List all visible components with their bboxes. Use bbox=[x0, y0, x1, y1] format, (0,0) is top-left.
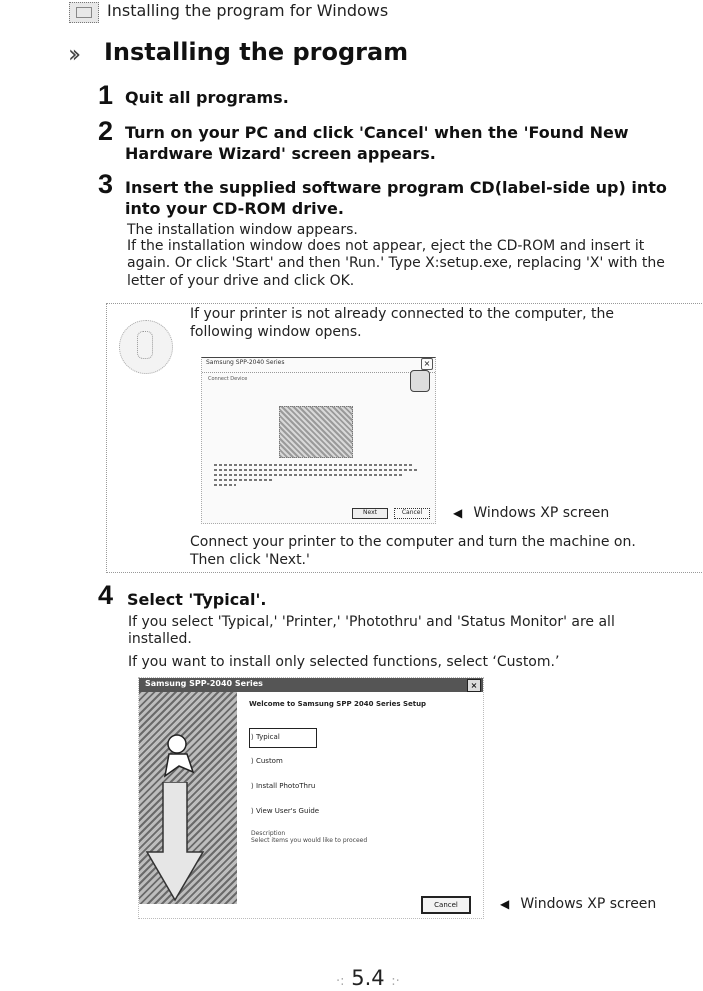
option-view-users-guide[interactable]: ⟩ View User's Guide bbox=[251, 807, 320, 815]
screenshot-titlebar bbox=[202, 358, 435, 373]
windows-window-icon bbox=[69, 2, 99, 23]
pointer-triangle-icon: ◀ bbox=[500, 897, 510, 911]
screenshot2-caption: ◀ Windows XP screen bbox=[500, 896, 657, 912]
arrow-bullet-icon: ⟩ bbox=[251, 757, 256, 765]
pointer-triangle-icon: ◀ bbox=[453, 506, 463, 520]
step-title-4: Select 'Typical'. bbox=[127, 590, 267, 609]
screenshot-title: Samsung SPP-2040 Series bbox=[206, 359, 285, 366]
description-label: Description bbox=[251, 830, 286, 837]
step-title-2-line2: Hardware Wizard' screen appears. bbox=[125, 144, 436, 163]
next-button[interactable]: Next bbox=[352, 508, 388, 519]
step-3-body-line2: If the installation window does not appear, eject the CD-ROM and insert it bbox=[127, 238, 645, 254]
cancel-button[interactable]: Cancel bbox=[394, 508, 430, 519]
step-number-3: 3 bbox=[98, 169, 114, 199]
connect-line-1: Connect your printer to the computer and turn the machine on. bbox=[190, 534, 636, 550]
screenshot-title: Samsung SPP-2040 Series bbox=[145, 679, 263, 688]
section-title: Installing the program bbox=[104, 38, 409, 66]
step-title-3-line1: Insert the supplied software program CD(label-side up) into bbox=[125, 178, 667, 197]
step-number-2: 2 bbox=[98, 116, 114, 146]
step-3-body-line3: again. Or click 'Start' and then 'Run.' Type X:setup.exe, replacing 'X' with the bbox=[127, 255, 665, 271]
step-title-1: Quit all programs. bbox=[125, 88, 289, 107]
step-title-3-line2: into your CD-ROM drive. bbox=[125, 199, 344, 218]
step-4-body-line1: If you select 'Typical,' 'Printer,' 'Photothru' and 'Status Monitor' are all bbox=[128, 614, 615, 630]
description-area bbox=[251, 830, 367, 844]
step-title-2-line1: Turn on your PC and click 'Cancel' when the 'Found New bbox=[125, 123, 629, 142]
setup-illustration bbox=[139, 692, 237, 904]
option-typical[interactable]: ⟩ Typical bbox=[251, 733, 280, 741]
step-4-body-line3: If you want to install only selected functions, select ‘Custom.’ bbox=[128, 654, 560, 670]
screenshot1-caption: ◀ Windows XP screen bbox=[453, 505, 610, 521]
screenshot-subtitle: Connect Device bbox=[208, 376, 248, 382]
setup-type-screenshot bbox=[138, 677, 484, 919]
connect-device-screenshot bbox=[201, 357, 436, 524]
note-icon bbox=[119, 320, 173, 374]
note-line-2: following window opens. bbox=[190, 324, 362, 340]
close-icon: × bbox=[421, 358, 433, 370]
step-3-body-line4: letter of your drive and click OK. bbox=[127, 273, 355, 289]
note-line-1: If your printer is not already connected to the computer, the bbox=[190, 306, 614, 322]
down-arrow-icon bbox=[145, 782, 205, 902]
page-ornament-left: ·: bbox=[336, 974, 345, 989]
note-text bbox=[190, 305, 660, 341]
close-icon: × bbox=[467, 679, 481, 692]
connection-illustration bbox=[279, 406, 353, 458]
arrow-bullet-icon: ⟩ bbox=[251, 782, 256, 790]
arrow-bullet-icon: ⟩ bbox=[251, 733, 256, 741]
printer-logo-icon bbox=[410, 370, 430, 392]
step-3-body-line1: The installation window appears. bbox=[127, 222, 358, 238]
step-number-4: 4 bbox=[98, 580, 114, 610]
header-title: Installing the program for Windows bbox=[107, 1, 389, 20]
connect-line-2: Then click 'Next.' bbox=[190, 552, 310, 568]
arrow-bullet-icon: ⟩ bbox=[251, 807, 256, 815]
option-install-photothru[interactable]: ⟩ Install PhotoThru bbox=[251, 782, 316, 790]
cancel-button[interactable]: Cancel bbox=[421, 896, 471, 914]
step-number-1: 1 bbox=[98, 80, 114, 110]
page-ornament-right: :· bbox=[391, 974, 400, 989]
connect-instructions bbox=[190, 533, 636, 569]
description-text: Select items you would like to proceed bbox=[251, 837, 368, 844]
option-custom[interactable]: ⟩ Custom bbox=[251, 757, 283, 765]
page-number: ·: 5.4 :· bbox=[336, 966, 400, 990]
instruction-text bbox=[214, 464, 424, 489]
mascot-icon bbox=[159, 732, 199, 782]
welcome-text: Welcome to Samsung SPP 2040 Series Setup bbox=[249, 700, 427, 708]
section-arrow-icon: ›› bbox=[68, 40, 76, 68]
screenshot-titlebar bbox=[139, 678, 483, 692]
step-4-body-line2: installed. bbox=[128, 631, 192, 647]
